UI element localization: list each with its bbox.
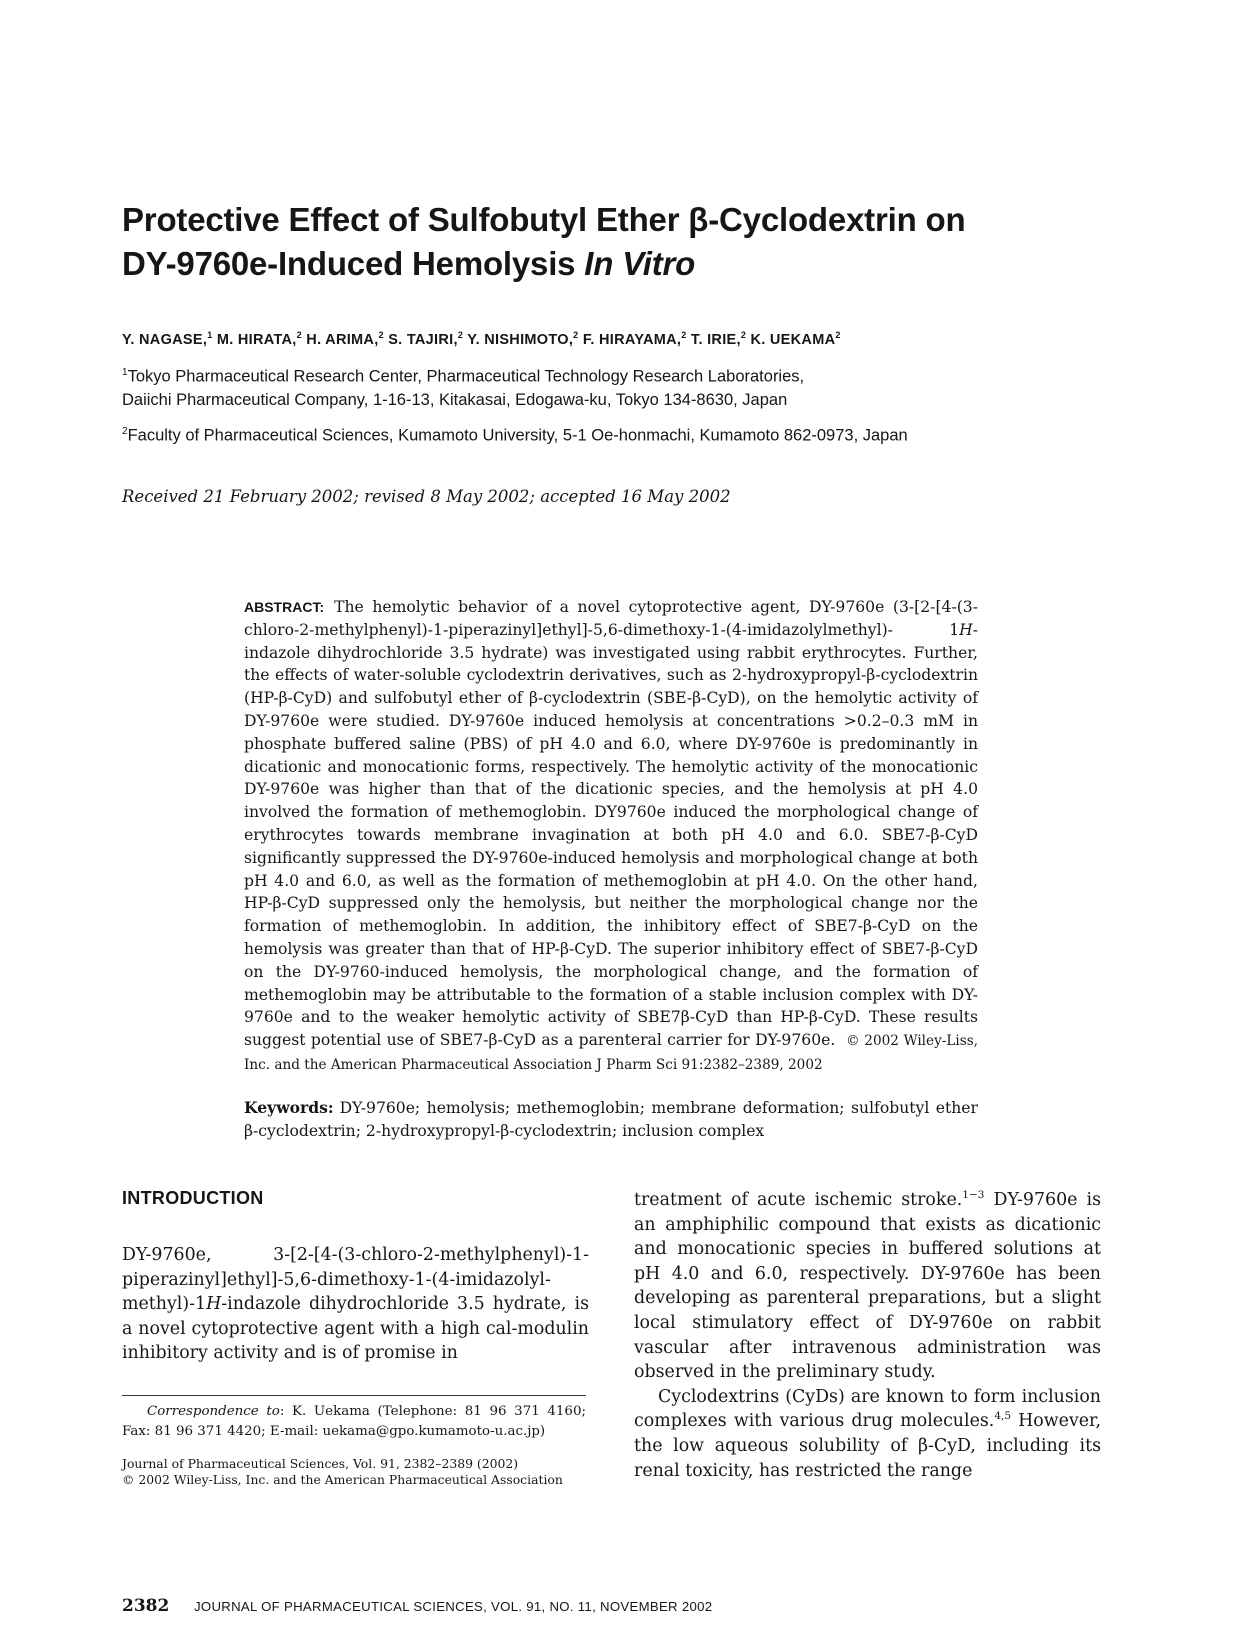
title-line-2 [122,242,1122,286]
article-title [122,198,1122,286]
keywords-label: Keywords: [244,1098,334,1117]
title-line-1: Protective Effect of Sulfobutyl Ether β-Cyclodextrin on [122,201,966,238]
running-footer: JOURNAL OF PHARMACEUTICAL SCIENCES, VOL. 91, NO. 11, NOVEMBER 2002 [194,1599,713,1614]
author: Y. NISHIMOTO,$^2$ [467,330,579,348]
intro-column-right [634,1188,1101,1483]
abstract [244,596,978,1077]
abstract-copyright: © 2002 Wiley-Liss, Inc. and the American Pharmaceutical Association J Pharm Sci 91:2382–2389, 2002 [244,1033,978,1073]
author: F. HIRAYAMA,$^2$ [582,330,687,348]
journal-footnote: Journal of Pharmaceutical Sciences, Vol. 91, 2382–2389 (2002) © 2002 Wiley-Liss, Inc. and the American Pharmaceutical Association [122,1456,563,1487]
author: S. TAJIRI,$^2$ [388,330,464,348]
keywords [244,1096,978,1143]
section-heading-introduction: INTRODUCTION [122,1188,264,1208]
abstract-text-1: The hemolytic behavior of a novel cytoprotective agent, DY-9760e (3-[2-[4-(3-chloro-2-methylphenyl)-1-piperazinyl]ethyl]-5,6-dimethoxy-1-(4-imidazolylmethyl)- [244,598,978,639]
title-line-2-italic: In Vitro [584,245,696,282]
title-line-2-main: DY-9760e-Induced Hemolysis [122,245,585,282]
author: Y. NAGASE,$^1$ [122,330,213,348]
correspondence-footnote: Correspondence to: K. Uekama (Telephone: 81 96 371 4160; Fax: 81 96 371 4420; E-mail: uekama@gpo.kumamoto-u.ac.jp) [122,1404,586,1439]
author: K. UEKAMA$^2$ [750,330,841,348]
footnote-rule [122,1395,586,1396]
author: H. ARIMA,$^2$ [306,330,384,348]
abstract-text-2: -indazole dihydrochloride 3.5 hydrate) was investigated using rabbit erythrocytes. Further, the effects of water-soluble cyclodextrin derivatives, such as 2-hydroxypropyl-β-cyclodextrin (HP-β-CyD) and sulfobutyl ether of β-cyclodextrin (SBE-β-CyD), on the hemolytic activity of DY-9760e were studied. DY-9760e induced hemolysis at concentrations >0.2–0.3 mM in phosphate buffered saline (PBS) of pH 4.0 and 6.0, where DY-9760e is predominantly in dicationic and monocationic forms, respectively. The hemolytic activity of the monocationic DY-9760e was higher than that of the dicationic species, and the hemolysis at pH 4.0 involved the formation of methemoglobin. DY9760e induced the morphological change of erythrocytes towards membrane invagination at both pH 4.0 and 6.0. SBE7-β-CyD significantly suppressed the DY-9760e-induced hemolysis and morphological change at both pH 4.0 and 6.0, as well as the formation of methemoglobin at pH 4.0. On the other hand, HP-β-CyD suppressed only the hemolysis, but neither the morphological change nor the formation of methemoglobin. In addition, the inhibitory effect of SBE7-β-CyD on the hemolysis was greater than that of HP-β-CyD. The superior inhibitory effect of SBE7-β-CyD on the DY-9760-induced hemolysis, the morphological change, and the formation of methemoglobin may be attributable to the formation of a stable inclusion complex with DY-9760e and to the weaker hemolytic activity of SBE7β-CyD than HP-β-CyD. These results suggest potential use of SBE7-β-CyD as a parenteral carrier for DY-9760e. [244,620,978,1050]
paragraph: treatment of acute ischemic stroke.$^{1-3}$ DY-9760e is an amphiphilic compound that exists as dicationic and monocationic species in buffered solutions at pH 4.0 and 6.0, respectively. DY-9760e has been developing as parenteral preparations, but a slight local stimulatory effect of DY-9760e on rabbit vascular after intravenous administration was observed in the preliminary study. [634,1189,1102,1383]
abstract-label: ABSTRACT: [244,599,325,615]
paragraph: Cyclodextrins (CyDs) are known to form inclusion complexes with various drug molecules.$^{4,5}$ However, the low aqueous solubility of β-CyD, including its renal toxicity, has restricted the range [634,1386,1101,1481]
abstract-italic-h: H [959,620,973,639]
author: M. HIRATA,$^2$ [216,330,302,348]
received-dates: Received 21 February 2002; revised 8 May 2002; accepted 16 May 2002 [122,487,731,506]
abstract-prefix: 1 [949,620,960,639]
affiliation-1: $^1$Tokyo Pharmaceutical Research Center, Pharmaceutical Technology Research Laboratories, Daiichi Pharmaceutical Company, 1-16-13, Kitakasai, Edogawa-ku, Tokyo 134-8630, Japan [122,367,805,409]
author: T. IRIE,$^2$ [690,330,747,348]
citation[interactable]: 4,5 [994,1410,1012,1423]
page-number: 2382 [122,1596,170,1616]
citation[interactable]: 1−3 [962,1189,985,1202]
affiliation-2: $^2$Faculty of Pharmaceutical Sciences, Kumamoto University, 5-1 Oe-honmachi, Kumamoto 862-0973, Japan [122,426,908,445]
author-list [122,330,1122,348]
keywords-text: DY-9760e; hemolysis; methemoglobin; membrane deformation; sulfobutyl ether β-cyclodextrin; 2-hydroxypropyl-β-cyclodextrin; inclusion complex [244,1099,978,1140]
intro-column-left: DY-9760e, 3-[2-[4-(3-chloro-2-methylphenyl)-1-piperazinyl]ethyl]-5,6-dimethoxy-1-(4-imidazolyl-methyl)-1H-indazole dihydrochloride 3.5 hydrate, is a novel cytoprotective agent with a high cal-modulin inhibitory activity and is of promise in [122,1245,589,1364]
